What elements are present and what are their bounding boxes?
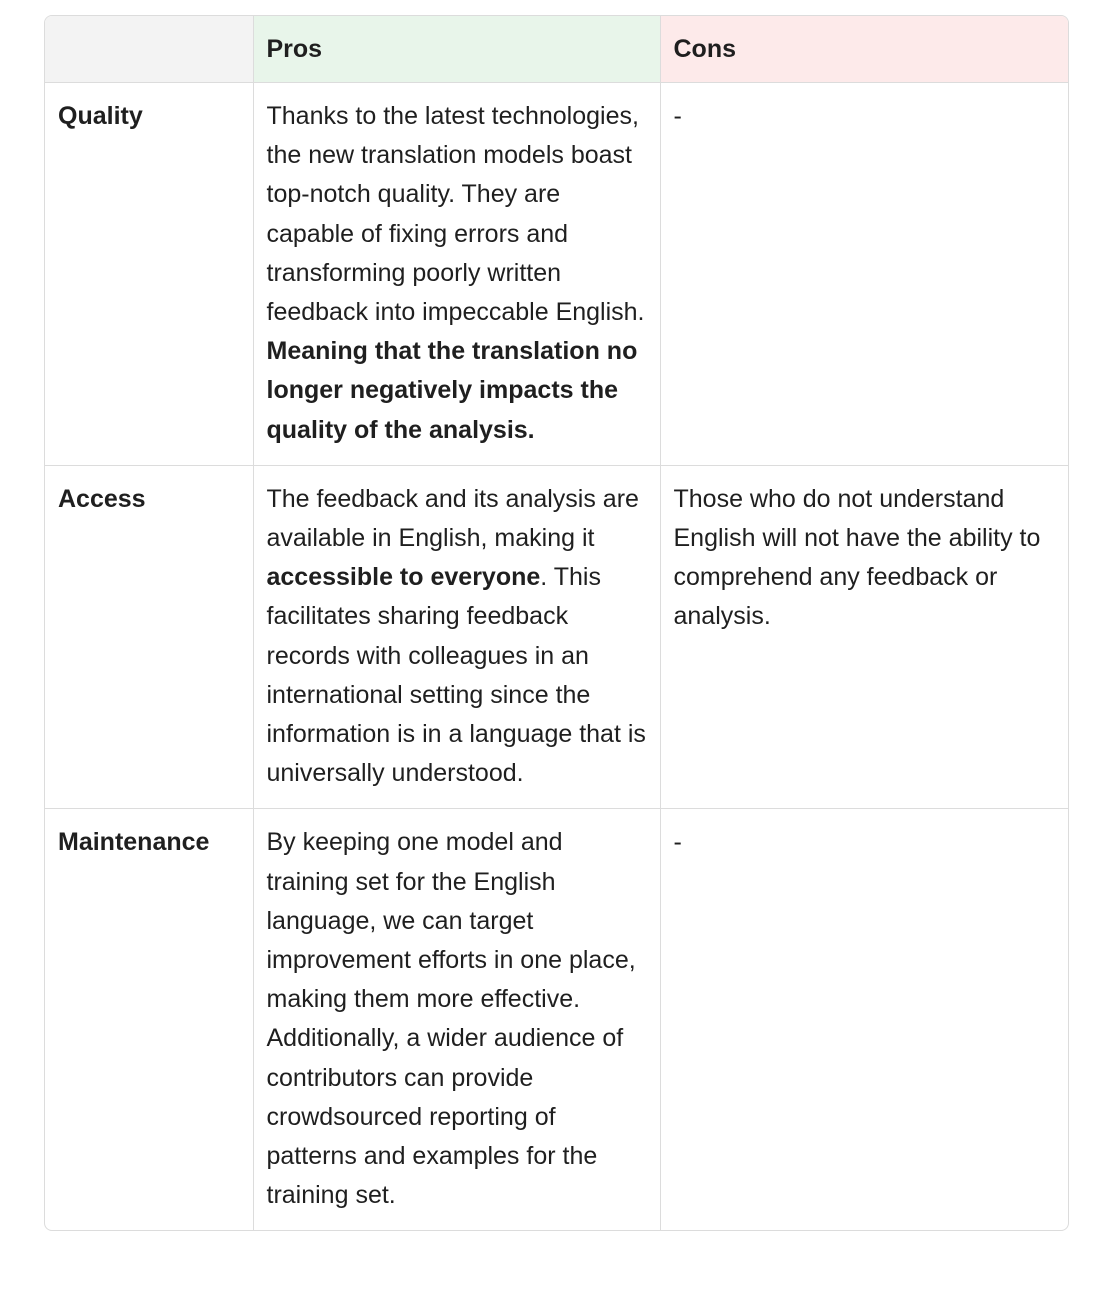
maintenance-pros-cell (253, 809, 660, 1231)
access-cons-cell: Those who do not understand English will not have the ability to comprehend any feedback or analysis. (660, 465, 1068, 809)
header-corner-cell (45, 16, 253, 83)
access-pros-bold: accessible to everyone (266, 563, 541, 592)
quality-pros-text: Thanks to the latest technologies, the new translation models boast top-notch quality. They are capable of fixing errors and transforming poorly written feedback into impeccable English. (266, 102, 645, 327)
pros-cons-table (45, 16, 1068, 1230)
header-row (45, 16, 1068, 83)
maintenance-cons-cell: - (673, 828, 682, 857)
row-label-maintenance: Maintenance (45, 809, 253, 1231)
quality-pros-cell (253, 83, 660, 466)
access-pros-cell (253, 465, 660, 809)
maintenance-pros-text: By keeping one model and training set for the English language, we can target improvement efforts in one place, making them more effective. Additionally, a wider audience of contributors can provide crowdsourced reporting of patterns and examples for the training set. (266, 828, 636, 1210)
quality-cons-cell: - (660, 83, 1068, 466)
access-pros-text-before: The feedback and its analysis are available in English, making it (266, 484, 639, 553)
pros-cons-table-container (44, 15, 1069, 1231)
quality-pros-bold: Meaning that the translation no longer negatively impacts the quality of the analysis. (266, 337, 638, 444)
row-label-access: Access (45, 465, 253, 809)
table-row-quality (45, 83, 1068, 466)
header-pros: Pros (253, 16, 660, 83)
table-row-access (45, 465, 1068, 809)
table-row-maintenance (45, 809, 1068, 1231)
access-pros-text-after: . This facilitates sharing feedback records with colleagues in an international setting since the information is in a language that is universally understood. (266, 563, 646, 788)
row-label-quality: Quality (45, 83, 253, 466)
header-cons: Cons (660, 16, 1068, 83)
